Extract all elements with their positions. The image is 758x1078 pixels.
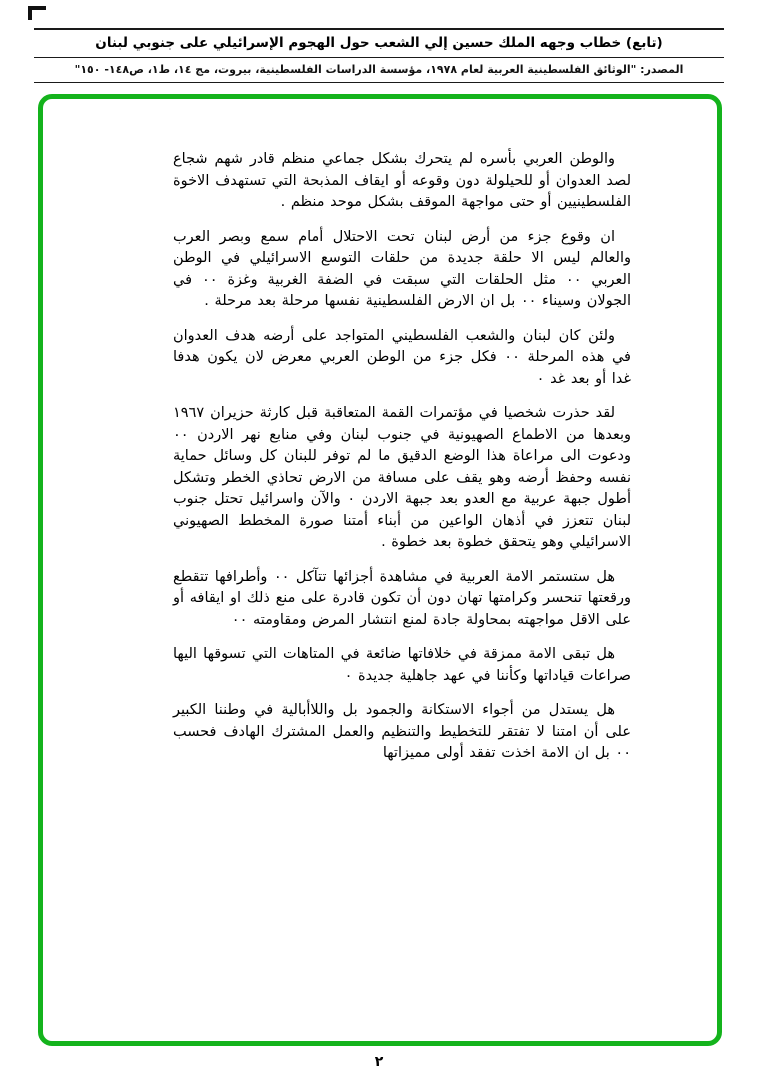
- header-rule-bottom: [34, 82, 724, 83]
- source-citation: المصدر: "الوثائق الفلسطينية العربية لعام ١٩٧٨، مؤسسة الدراسات الفلسطينية، بيروت، مج ١٤، ط١، ص١٤٨- ١٥٠": [74, 63, 684, 76]
- document-header: [34, 28, 724, 83]
- paragraph-2: ان وقوع جزء من أرض لبنان تحت الاحتلال أمام سمع وبصر العرب والعالم ليس الا حلقة جديدة من حلقات التوسع الاسرائيلي في الوطن العربي ٠٠ مثل الحلقات التي سبقت في الضفة الغربية وغزة ٠٠ في الجولان وسيناء ٠٠ بل ان الارض الفلسطينية نفسها مرحلة بعد مرحلة .: [173, 228, 631, 309]
- green-border-frame: [38, 94, 722, 1046]
- paragraph-6: هل تبقى الامة ممزقة في خلافاتها ضائعة في المتاهات التي تسوقها اليها صراعات قياداتها وكأننا في عهد جاهلية جديدة ٠: [173, 646, 631, 684]
- document-title: (تابع) خطاب وجهه الملك حسين إلي الشعب حول الهجوم الإسرائيلي على جنوبي لبنان: [95, 35, 663, 51]
- paragraph-1: والوطن العربي بأسره لم يتحرك بشكل جماعي منظم قادر شهم شجاع لصد العدوان أو للحيلولة دون وقوعه أو ايقاف المذبحة التي تستهدف الاخوة الفلسطينيين أو حتى مواجهة الموقف بشكل موحد منظم .: [173, 151, 631, 210]
- paragraph-7: هل يستدل من أجواء الاستكانة والجمود بل واللاأبالية في وطننا الكبير على أن امتنا لا تفتقر للتخطيط والتنظيم والعمل المشترك الهادف فحسب ٠٠ بل ان الامة اخذت تفقد أولى مميزاتها: [173, 702, 631, 761]
- page-number: ٢: [374, 1054, 384, 1070]
- paragraph-3: ولئن كان لبنان والشعب الفلسطيني المتواجد على أرضه هدف العدوان في هذه المرحلة ٠٠ فكل جزء من الوطن العربي معرض لان يكون هدفا غدا أو بعد غد ٠: [173, 327, 631, 387]
- paragraph-4: لقد حذرت شخصيا في مؤتمرات القمة المتعاقبة قبل كارثة حزيران ١٩٦٧ وبعدها من الاطماع الصهيونية في جنوب لبنان وفي منابع نهر الاردن ٠٠ ودعوت الى مراعاة هذا الوضع الدقيق ما لم توفر للبنان كل وسائل حماية نفسه وحفظ أرضه وهو يقف على مسافة من الارض تحاذي الخطر وتشكل أطول جبهة عربية مع العدو بعد جبهة الاردن ٠ والآن واسرائيل تحتل جنوب لبنان تتعزز في أذهان الواعين من أبناء أمتنا صورة المخطط الصهيوني الاسرائيلي وهو يتحقق خطوة بعد خطوة .: [173, 405, 631, 550]
- print-corner-mark: [28, 6, 46, 20]
- body-text-column: [173, 149, 631, 778]
- paragraph-5: هل ستستمر الامة العربية في مشاهدة أجزائها تتآكل ٠٠ وأطرافها تتقطع ورقعتها تنحسر وكرامتها تهان دون أن تكون قادرة على منع ذلك او ايقافه أو على الاقل مواجهته بمحاولة جادة لمنع انتشار المرض ومقاومته ٠٠: [173, 568, 631, 628]
